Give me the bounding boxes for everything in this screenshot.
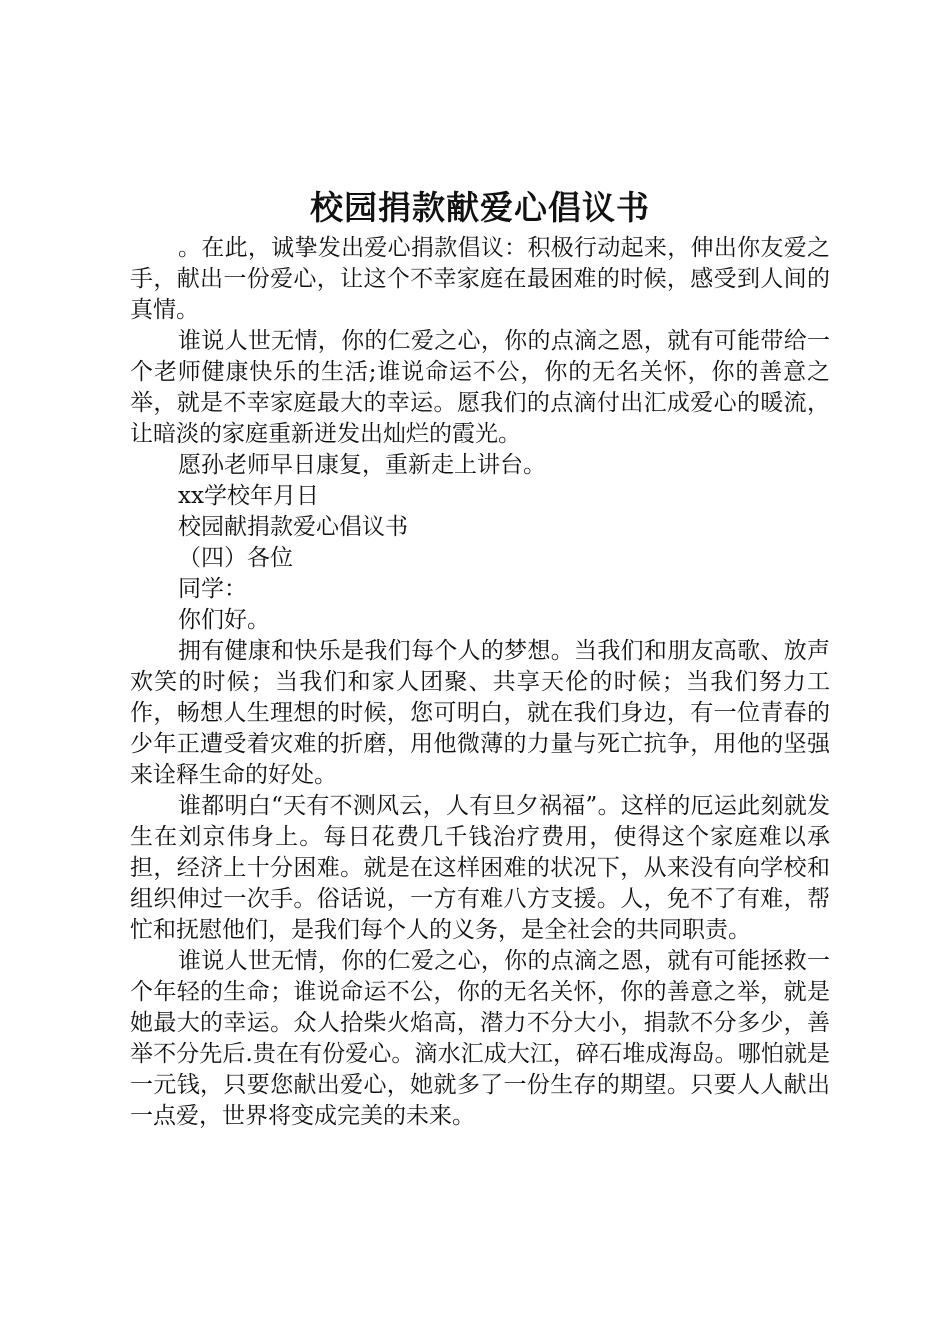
paragraph-salutation: 同学： [178, 576, 247, 602]
paragraph-teacher-care: 谁说人世无情，你的仁爱之心，你的点滴之恩，就有可能带给一个老师健康快乐的生活;谁说命运不公，你的无名关怀，你的善意之举，就是不幸家庭最大的幸运。愿我们的点滴付出汇成爱心的暖流，让暗淡的家庭重新迸发出灿烂的霞光。 [130, 328, 830, 447]
paragraph-subtitle: 校园献捐款爱心倡议书 [178, 514, 408, 540]
paragraph-section-four: （四）各位 [178, 545, 293, 571]
paragraph-appeal: 。在此，诚挚发出爱心捐款倡议：积极行动起来，伸出你友爱之手，献出一份爱心，让这个不幸家庭在最困难的时候，感受到人间的真情。 [130, 235, 830, 323]
paragraph-misfortune: 谁都明白“天有不测风云，人有旦夕祸福”。这样的厄运此刻就发生在刘京伟身上。每日花费几千钱治疗费用，使得这个家庭难以承担，经济上十分困难。就是在这样困难的状况下，从来没有向学校和组织伸过一次手。俗话说，一方有难八方支援。人，免不了有难，帮忙和抚慰他们，是我们每个人的义务，是全社会的共同职责。 [130, 793, 830, 943]
paragraph-signature-date: xx学校年月日 [178, 483, 319, 509]
document-title: 校园捐款献爱心倡议书 [310, 188, 650, 227]
paragraph-health-dream: 拥有健康和快乐是我们每个人的梦想。当我们和朋友高歌、放声欢笑的时候；当我们和家人团聚、共享天伦的时候；当我们努力工作，畅想人生理想的时候，您可明白，就在我们身边，有一位青春的少年正遭受着灾难的折磨，用他微薄的力量与死亡抗争，用他的坚强来诠释生命的好处。 [130, 638, 830, 788]
paragraph-wish: 愿孙老师早日康复，重新走上讲台。 [178, 452, 546, 478]
document-page [130, 185, 830, 1132]
paragraph-greeting: 你们好。 [178, 607, 270, 633]
paragraph-save-life: 谁说人世无情，你的仁爱之心，你的点滴之恩，就有可能拯救一个年轻的生命；谁说命运不公，你的无名关怀，你的善意之举，就是她最大的幸运。众人拾柴火焰高，潜力不分大小，捐款不分多少，善举不分先后.贵在有份爱心。滴水汇成大江，碎石堆成海岛。哪怕就是一元钱，只要您献出爱心，她就多了一份生存的期望。只要人人献出一点爱，世界将变成完美的未来。 [130, 948, 830, 1129]
